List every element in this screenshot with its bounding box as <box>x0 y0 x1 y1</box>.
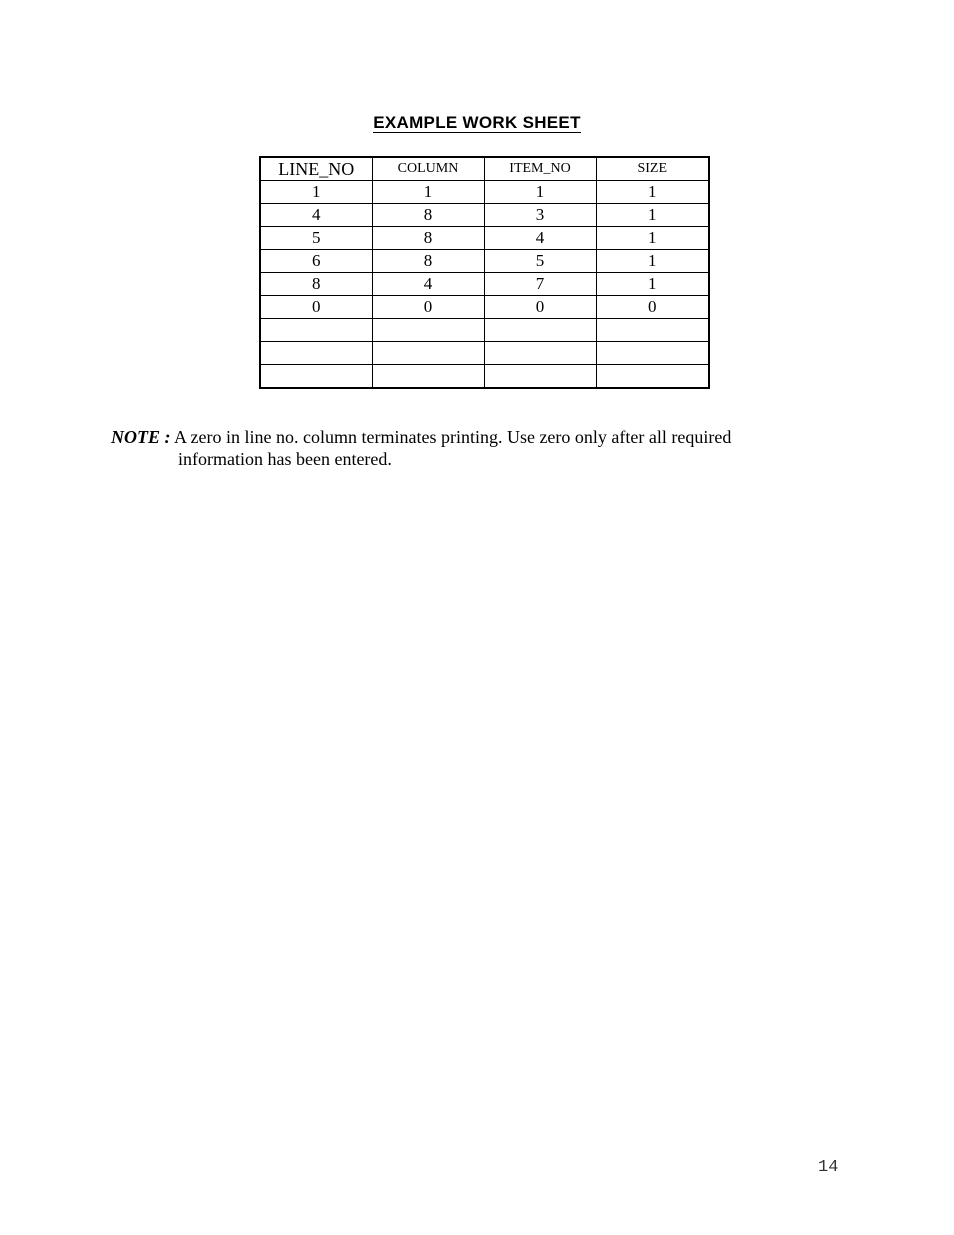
cell-line-no <box>260 365 372 389</box>
table-row <box>260 204 709 227</box>
header-column: COLUMN <box>372 157 484 181</box>
cell-column: 8 <box>372 204 484 227</box>
cell-size: 1 <box>596 204 709 227</box>
cell-item-no: 3 <box>484 204 596 227</box>
cell-size <box>596 342 709 365</box>
page-number: 14 <box>818 1158 839 1177</box>
cell-item-no <box>484 319 596 342</box>
note-text-line-1: A zero in line no. column terminates printing. Use zero only after all required <box>174 427 732 447</box>
cell-item-no: 5 <box>484 250 596 273</box>
cell-item-no: 7 <box>484 273 596 296</box>
cell-size: 1 <box>596 181 709 204</box>
cell-size <box>596 319 709 342</box>
table-row-empty <box>260 365 709 389</box>
cell-size: 0 <box>596 296 709 319</box>
table-row-empty <box>260 342 709 365</box>
table-row <box>260 250 709 273</box>
cell-line-no: 6 <box>260 250 372 273</box>
cell-column: 4 <box>372 273 484 296</box>
page-title <box>0 113 954 133</box>
cell-item-no: 1 <box>484 181 596 204</box>
header-item-no: ITEM_NO <box>484 157 596 181</box>
work-sheet-table <box>259 156 710 389</box>
cell-column: 8 <box>372 227 484 250</box>
table-row <box>260 227 709 250</box>
cell-size: 1 <box>596 227 709 250</box>
cell-column: 0 <box>372 296 484 319</box>
cell-line-no <box>260 342 372 365</box>
table-row <box>260 296 709 319</box>
note-line-1 <box>111 426 811 448</box>
cell-line-no: 0 <box>260 296 372 319</box>
table-row <box>260 181 709 204</box>
table-row <box>260 273 709 296</box>
cell-item-no: 0 <box>484 296 596 319</box>
header-size: SIZE <box>596 157 709 181</box>
table-row-empty <box>260 319 709 342</box>
note-text-line-2: information has been entered. <box>178 449 392 469</box>
cell-size: 1 <box>596 250 709 273</box>
header-line-no: LINE_NO <box>260 157 372 181</box>
cell-column: 8 <box>372 250 484 273</box>
cell-size <box>596 365 709 389</box>
cell-column: 1 <box>372 181 484 204</box>
cell-line-no <box>260 319 372 342</box>
cell-line-no: 5 <box>260 227 372 250</box>
note-paragraph <box>111 426 811 470</box>
cell-line-no: 8 <box>260 273 372 296</box>
page-title-text: EXAMPLE WORK SHEET <box>373 113 581 132</box>
cell-column <box>372 319 484 342</box>
cell-column <box>372 342 484 365</box>
cell-item-no <box>484 365 596 389</box>
cell-line-no: 4 <box>260 204 372 227</box>
cell-size: 1 <box>596 273 709 296</box>
table-header-row <box>260 157 709 181</box>
cell-line-no: 1 <box>260 181 372 204</box>
cell-item-no <box>484 342 596 365</box>
cell-column <box>372 365 484 389</box>
note-label: NOTE : <box>111 427 171 447</box>
cell-item-no: 4 <box>484 227 596 250</box>
